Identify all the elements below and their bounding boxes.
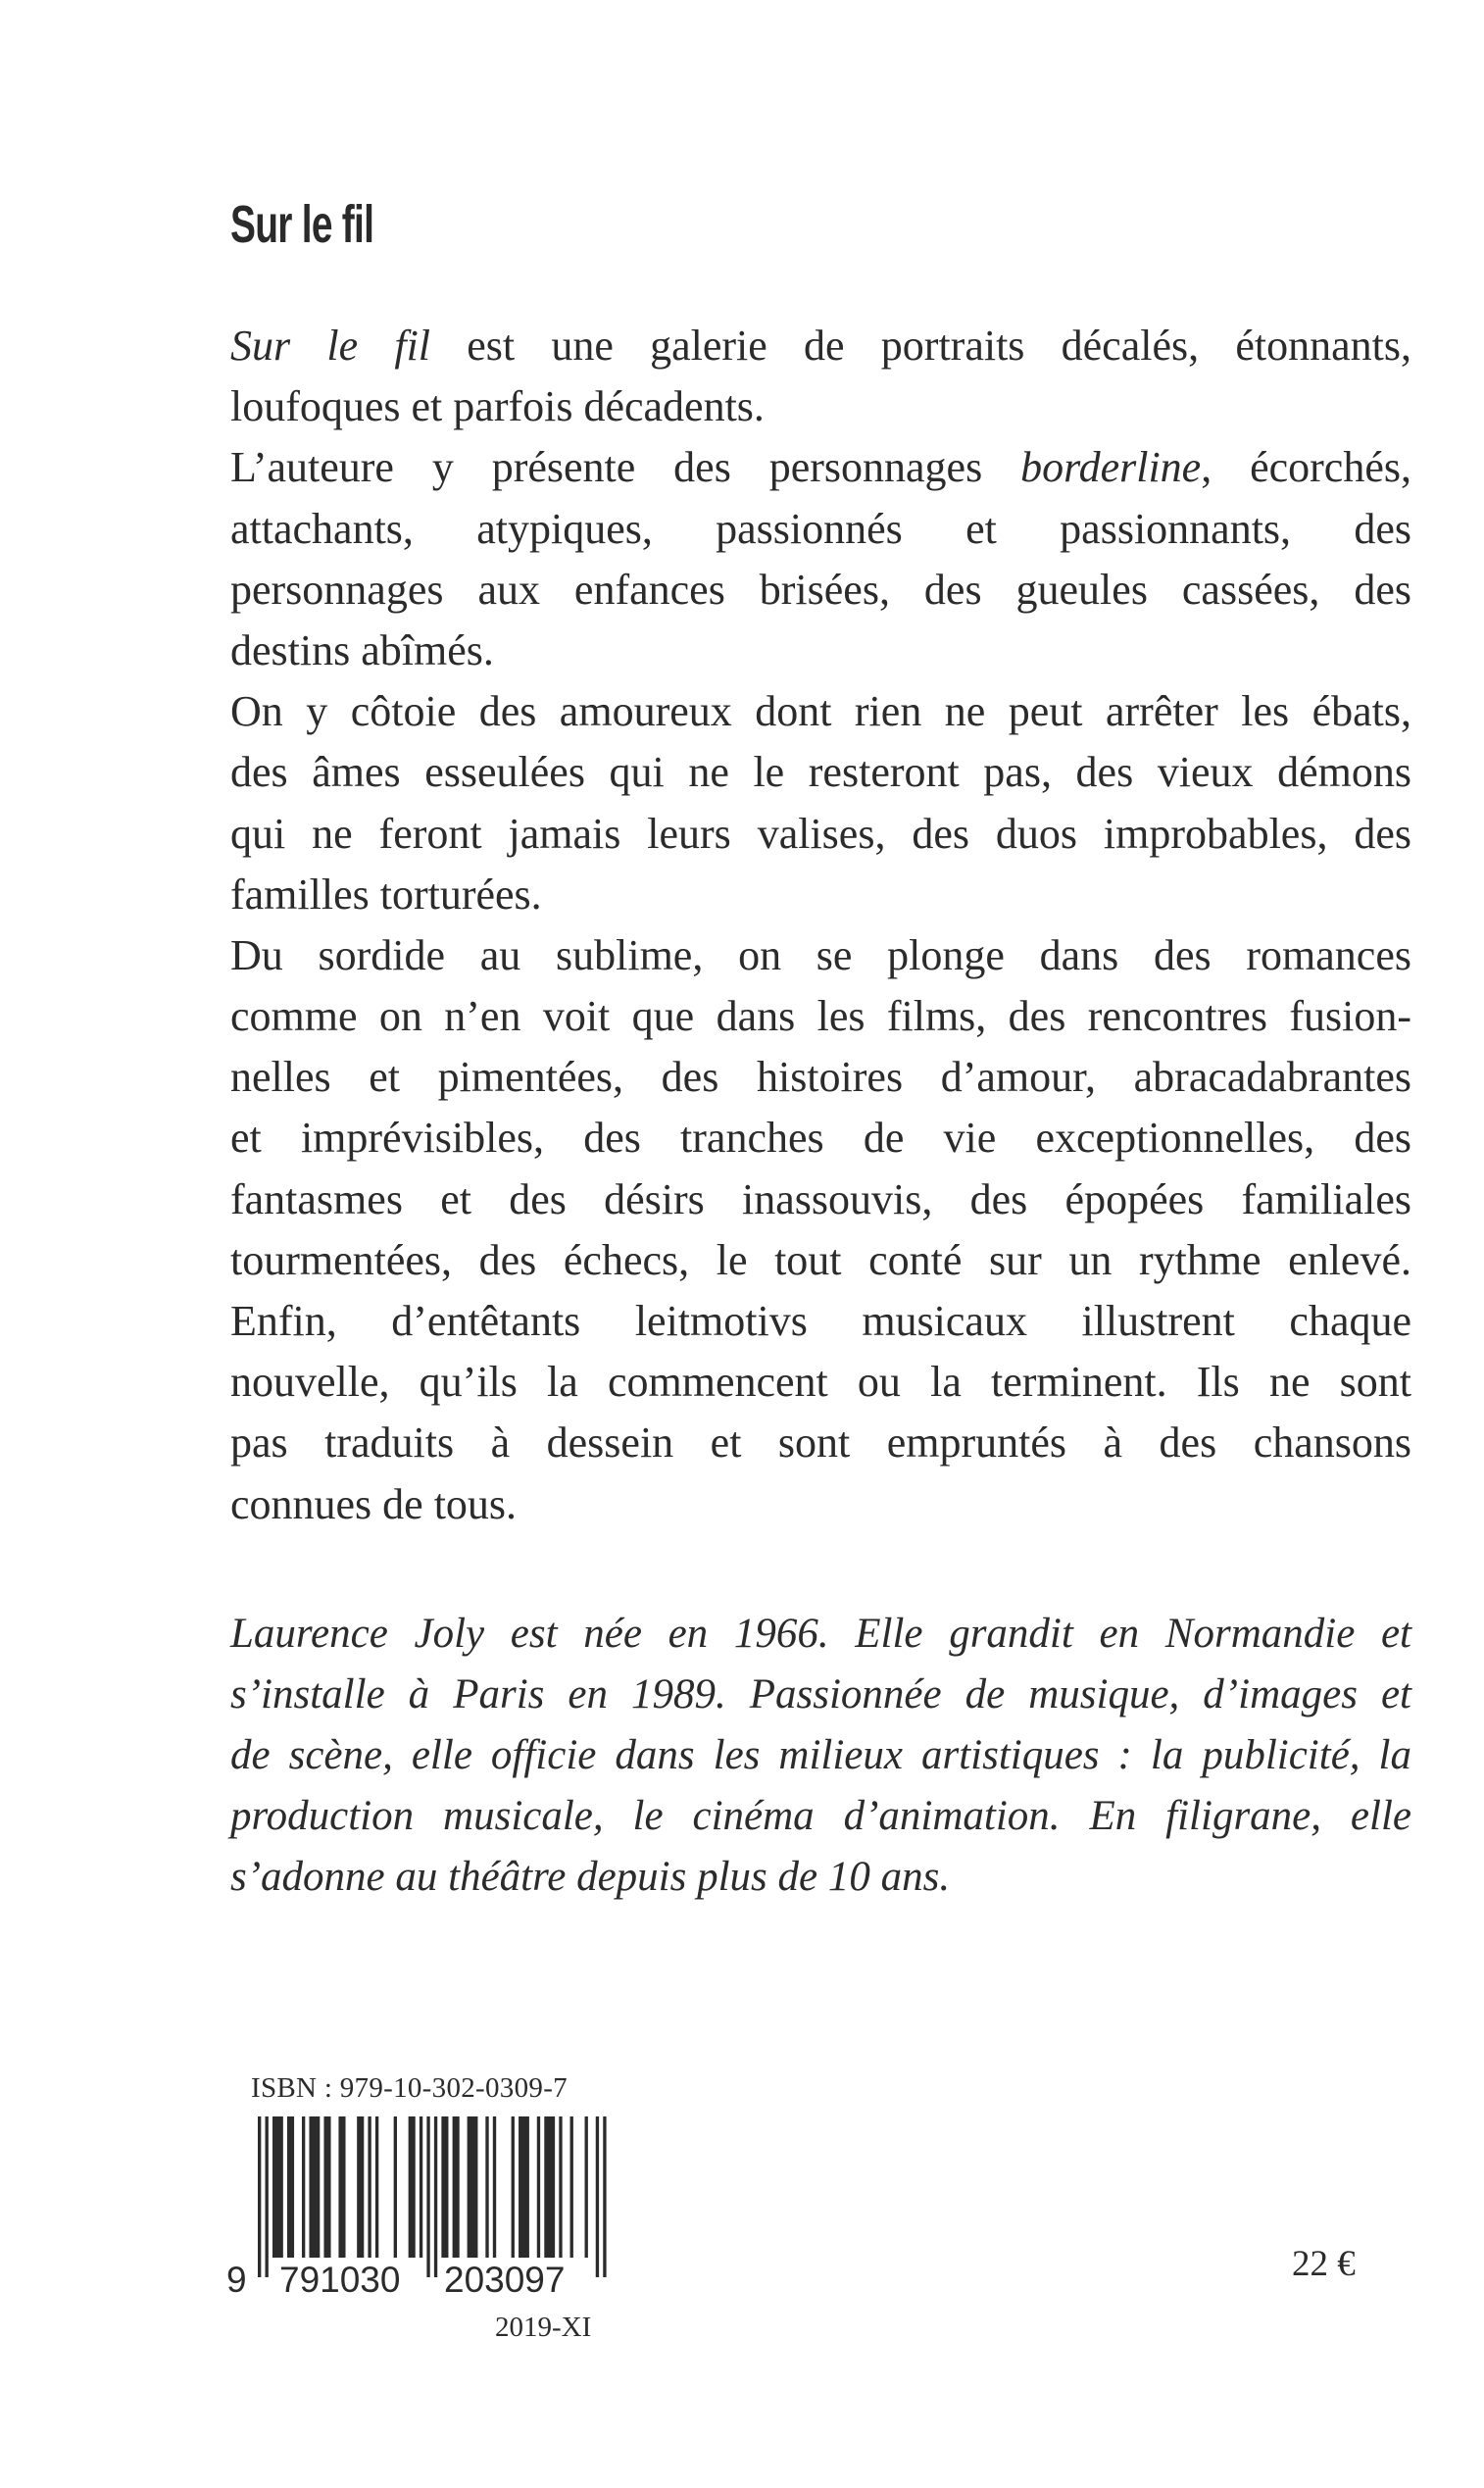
price: 22 € [1292,2244,1356,2284]
barcode-bar [309,2116,320,2258]
barcode-bar [272,2116,283,2258]
blurb-line [230,1047,1411,1108]
blurb-text: est une galerie de portraits décalés, étonnants, [430,322,1411,370]
barcode-bar [453,2116,460,2258]
blurb-text: nelles et pimentées, des histoires d’amour, abracadabrantes [230,1053,1411,1102]
bio-line: de scène, elle officie dans les milieux artistiques : la publicité, la [230,1732,1411,1778]
blurb-line [230,986,1411,1047]
barcode-bar [441,2116,448,2258]
blurb-text: On y côtoie des amoureux dont rien ne peut arrêter les ébats, [230,687,1411,736]
blurb-line [230,499,1411,560]
blurb-text: des âmes esseulées qui ne le resteront pas, des vieux démons [230,748,1411,797]
barcode-bar [409,2116,416,2258]
barcode-digit-first: 9 [226,2260,247,2300]
barcode-bar [287,2116,294,2258]
bio-line: s’adonne au théâtre depuis plus de 10 ans. [230,1854,951,1900]
barcode-bar [338,2116,345,2258]
barcode-bar [323,2116,330,2258]
blurb-line [230,621,1411,681]
barcode-guard-bar [596,2116,599,2277]
blurb-text: qui ne feront jamais leurs valises, des duos improbables, des [230,809,1411,858]
blurb-text: loufoques et parfois décadents. [230,382,765,431]
barcode-bar [544,2116,555,2258]
blurb-text: connues de tous. [230,1479,518,1528]
blurb-line [230,376,1411,437]
barcode-guard-bar [603,2116,606,2277]
blurb-text: et imprévisibles, des tranches de vie exceptionnelles, des [230,1114,1411,1163]
edition-code: 2019-XI [495,2312,592,2343]
blurb-line [230,1413,1411,1473]
barcode-bar [420,2116,422,2258]
blurb-text: personnages aux enfances brisées, des gueules cassées, des [230,565,1411,614]
blurb-line [230,865,1411,925]
barcode-bar [357,2116,364,2258]
blurb-line [230,925,1411,986]
barcode-digits-right: 203097 [444,2260,566,2300]
blurb-text: fantasmes et des désirs inassouvis, des épopées familiales [230,1174,1411,1223]
blurb-line [230,1352,1411,1413]
blurb-text: familles torturées. [230,870,542,919]
blurb-text: L’auteure y présente des personnages [230,443,1021,492]
barcode-bar [375,2116,378,2258]
blurb-line [230,804,1411,865]
barcode-digits-left: 791030 [279,2260,401,2300]
barcode-guard-bar [265,2116,268,2277]
author-bio [230,1604,1411,1908]
blurb-line [230,742,1411,803]
blurb-text: nouvelle, qu’ils la commencent ou la terminent. Ils ne sont [230,1358,1411,1407]
blurb-italic-text: Sur le fil [230,322,431,370]
barcode-bar [493,2116,496,2258]
blurb-text: pas traduits à dessein et sont empruntés à des chansons [230,1418,1411,1468]
blurb-line [230,560,1411,621]
blurb-line [230,681,1411,742]
blurb-line [230,1474,1411,1535]
barcode-bar [302,2116,305,2258]
barcode-bar [570,2116,573,2258]
barcode-bar [468,2116,478,2258]
barcode-guard-bar [426,2116,429,2277]
barcode-bar [485,2116,488,2258]
blurb-text: destins abîmés. [230,625,494,674]
book-title: Sur le fil [230,195,374,254]
back-cover-blurb [230,316,1411,1535]
bio-line: Laurence Joly est née en 1966. Elle grandit en Normandie et [230,1611,1411,1657]
ean13-barcode [225,2116,618,2303]
barcode-bar [512,2116,515,2258]
barcode-bar [537,2116,540,2258]
blurb-line [230,1230,1411,1291]
blurb-line [230,1291,1411,1352]
barcode-bar [559,2116,562,2258]
bio-line: s’installe à Paris en 1989. Passionnée de musique, d’images et [230,1671,1411,1717]
blurb-text: comme on n’en voit que dans les films, des rencontres fusion- [230,992,1411,1041]
blurb-line [230,1169,1411,1230]
bio-line: production musicale, le cinéma d’animation. En filigrane, elle [230,1793,1411,1839]
barcode-guard-bar [434,2116,437,2277]
blurb-italic-text: borderline [1020,443,1202,492]
blurb-text: attachants, atypiques, passionnés et passionnants, des [230,504,1411,553]
blurb-text: Enfin, d’entêtants leitmotivs musicaux illustrent chaque [230,1297,1411,1345]
blurb-line [230,437,1411,498]
blurb-line [230,1108,1411,1169]
barcode-bar [585,2116,588,2258]
barcode-bar [519,2116,529,2258]
barcode-bar [368,2116,371,2258]
barcode-guard-bar [258,2116,261,2277]
blurb-text: tourmentées, des échecs, le tout conté sur un rythme enlevé. [230,1235,1411,1284]
blurb-text: Du sordide au sublime, on se plonge dans des romances [230,930,1411,979]
blurb-text: , écorchés, [1201,443,1411,492]
isbn-label: ISBN : 979-10-302-0309-7 [251,2072,568,2104]
barcode-bar [394,2116,397,2258]
blurb-line [230,316,1411,376]
